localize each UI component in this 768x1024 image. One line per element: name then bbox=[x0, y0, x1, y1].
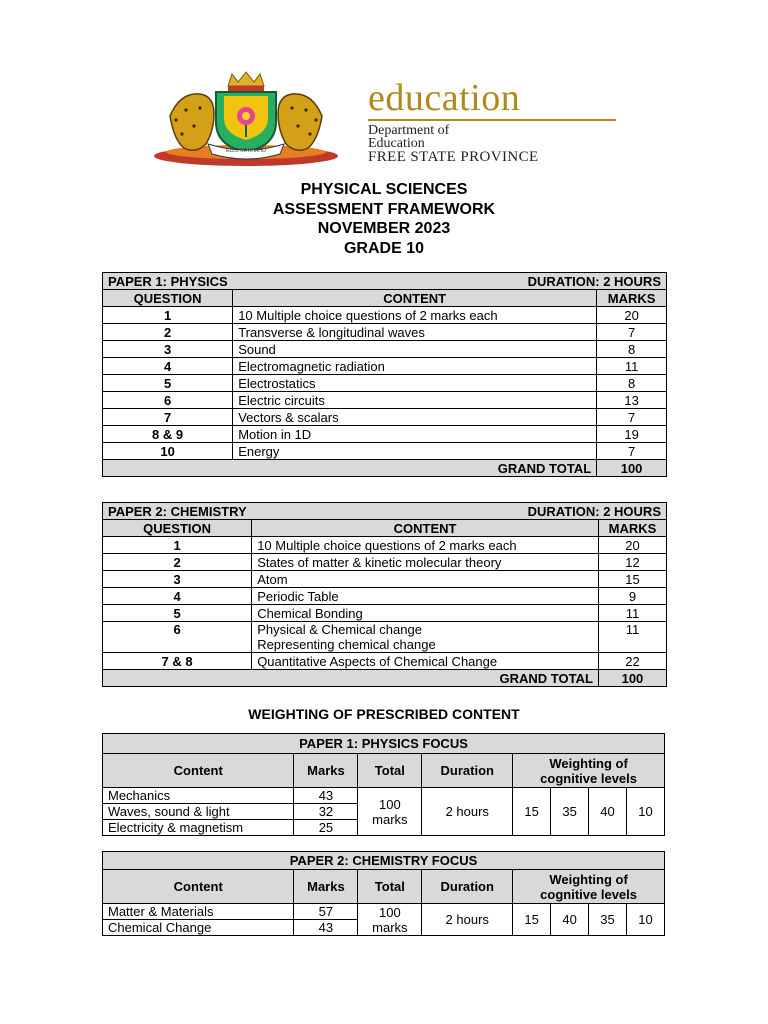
total-unit: marks bbox=[372, 919, 408, 935]
col-question: QUESTION bbox=[103, 290, 233, 307]
column-header-row bbox=[103, 290, 667, 307]
col-total: Total bbox=[358, 754, 422, 788]
content-cell bbox=[252, 622, 599, 653]
level-cell: 10 bbox=[626, 904, 664, 936]
content-text: 10 Multiple choice questions of 2 marks each bbox=[257, 537, 517, 553]
marks-cell: 8 bbox=[597, 375, 667, 392]
content-text: Periodic Table bbox=[257, 588, 339, 604]
table-row bbox=[103, 788, 665, 804]
col-weighting bbox=[513, 754, 665, 788]
marks-cell: 32 bbox=[294, 804, 358, 820]
paper-duration-cell bbox=[252, 503, 667, 520]
brand-sub-3: FREE STATE PROVINCE bbox=[368, 149, 539, 165]
grand-total-row bbox=[103, 670, 667, 687]
question-cell: 1 bbox=[103, 537, 252, 554]
content-cell: Chemical Change bbox=[103, 920, 294, 936]
grand-total-value: 100 bbox=[598, 670, 666, 687]
focus-title: PAPER 2: CHEMISTRY FOCUS bbox=[103, 852, 665, 870]
paper-duration: DURATION: 2 HOURS bbox=[527, 273, 661, 289]
content-text: Vectors & scalars bbox=[238, 409, 339, 425]
marks-cell: 43 bbox=[294, 788, 358, 804]
question-cell: 3 bbox=[103, 571, 252, 588]
paper1-table bbox=[102, 272, 667, 477]
content-cell bbox=[233, 409, 597, 426]
table-row bbox=[103, 904, 665, 920]
marks-cell: 8 bbox=[597, 341, 667, 358]
content-cell bbox=[233, 375, 597, 392]
content-text: Physical & Chemical change bbox=[257, 622, 422, 637]
weighting-title: WEIGHTING OF PRESCRIBED CONTENT bbox=[248, 706, 520, 722]
content-cell bbox=[233, 358, 597, 375]
question-cell: 8 & 9 bbox=[103, 426, 233, 443]
marks-cell: 7 bbox=[597, 324, 667, 341]
question-cell: 6 bbox=[103, 392, 233, 409]
content-cell: Matter & Materials bbox=[103, 904, 294, 920]
weighting-line-1: Weighting of bbox=[549, 755, 628, 771]
level-cell: 40 bbox=[589, 788, 627, 836]
marks-cell: 25 bbox=[294, 820, 358, 836]
content-cell bbox=[233, 324, 597, 341]
content-cell bbox=[252, 605, 599, 622]
table-row bbox=[103, 605, 667, 622]
total-value: 100 bbox=[378, 904, 401, 920]
content-cell bbox=[233, 426, 597, 443]
table-header-row bbox=[103, 273, 667, 290]
col-content: CONTENT bbox=[252, 520, 599, 537]
question-cell: 4 bbox=[103, 358, 233, 375]
content-text: Electromagnetic radiation bbox=[238, 358, 385, 374]
content-cell bbox=[233, 341, 597, 358]
focus-title: PAPER 1: PHYSICS FOCUS bbox=[103, 734, 665, 754]
paper-duration-cell bbox=[233, 273, 667, 290]
brand-sub-2: Education bbox=[368, 136, 425, 151]
content-text: Sound bbox=[238, 341, 276, 357]
paper2-table bbox=[102, 502, 667, 687]
col-question: QUESTION bbox=[103, 520, 252, 537]
paper-name: PAPER 2: CHEMISTRY bbox=[108, 503, 247, 519]
content-cell: Mechanics bbox=[103, 788, 294, 804]
title-line-2: ASSESSMENT FRAMEWORK bbox=[272, 200, 496, 218]
marks-cell: 11 bbox=[598, 605, 666, 622]
physics-focus-table bbox=[102, 733, 665, 836]
content-cell: Waves, sound & light bbox=[103, 804, 294, 820]
duration-cell: 2 hours bbox=[422, 788, 513, 836]
content-text: Energy bbox=[238, 443, 280, 459]
content-text: Electric circuits bbox=[238, 392, 325, 408]
table-row bbox=[103, 375, 667, 392]
level-cell: 15 bbox=[513, 788, 551, 836]
content-cell bbox=[252, 554, 599, 571]
content-text: Chemical Bonding bbox=[257, 605, 363, 621]
level-cell: 35 bbox=[589, 904, 627, 936]
paper-name-cell bbox=[103, 273, 233, 290]
question-cell: 2 bbox=[103, 324, 233, 341]
grand-total-value: 100 bbox=[597, 460, 667, 477]
brand-sub-1: Department of bbox=[368, 123, 450, 138]
total-value: 100 bbox=[379, 796, 401, 812]
title-line-1: PHYSICAL SCIENCES bbox=[300, 181, 468, 198]
focus-title-row bbox=[103, 734, 665, 754]
table-row bbox=[103, 588, 667, 605]
table-row bbox=[103, 426, 667, 443]
table-row bbox=[103, 622, 667, 653]
focus-header-row bbox=[103, 870, 665, 904]
content-cell: Electricity & magnetism bbox=[103, 820, 294, 836]
focus-header-row bbox=[103, 754, 665, 788]
marks-cell: 7 bbox=[597, 409, 667, 426]
question-cell: 7 bbox=[103, 409, 233, 426]
content-cell bbox=[233, 392, 597, 409]
marks-cell: 9 bbox=[598, 588, 666, 605]
col-marks: MARKS bbox=[598, 520, 666, 537]
table-header-row bbox=[103, 503, 667, 520]
crest-motto: ELLO KA KHAHO bbox=[226, 148, 266, 154]
question-cell: 5 bbox=[103, 375, 233, 392]
col-marks: MARKS bbox=[597, 290, 667, 307]
marks-cell: 19 bbox=[597, 426, 667, 443]
coat-of-arms-icon bbox=[150, 66, 342, 170]
table-row bbox=[103, 443, 667, 460]
focus-title-row bbox=[103, 852, 665, 870]
content-text: 10 Multiple choice questions of 2 marks each bbox=[238, 307, 498, 323]
question-cell: 4 bbox=[103, 588, 252, 605]
document-title bbox=[0, 180, 768, 258]
title-line-3: NOVEMBER 2023 bbox=[317, 220, 451, 237]
brand-divider bbox=[368, 119, 616, 121]
table-row bbox=[103, 537, 667, 554]
question-cell: 10 bbox=[103, 443, 233, 460]
table-row bbox=[103, 554, 667, 571]
content-text: Atom bbox=[257, 571, 288, 587]
table-row bbox=[103, 358, 667, 375]
col-duration: Duration bbox=[422, 754, 513, 788]
content-text: Motion in 1D bbox=[238, 426, 312, 442]
marks-cell: 7 bbox=[597, 443, 667, 460]
question-cell: 2 bbox=[103, 554, 252, 571]
brand-word: education bbox=[368, 77, 521, 119]
paper-duration: DURATION: 2 HOURS bbox=[527, 503, 661, 519]
level-cell: 40 bbox=[551, 904, 589, 936]
weighting-line-2: cognitive levels bbox=[540, 886, 637, 902]
marks-cell: 13 bbox=[597, 392, 667, 409]
marks-cell: 12 bbox=[598, 554, 666, 571]
grand-total-label: GRAND TOTAL bbox=[103, 460, 597, 477]
table-row bbox=[103, 392, 667, 409]
content-cell bbox=[252, 571, 599, 588]
question-cell: 1 bbox=[103, 307, 233, 324]
content-cell bbox=[252, 537, 599, 554]
paper-name-cell bbox=[103, 503, 252, 520]
title-line-4: GRADE 10 bbox=[343, 239, 425, 257]
level-cell: 15 bbox=[513, 904, 551, 936]
chemistry-focus-table bbox=[102, 851, 665, 936]
marks-cell: 43 bbox=[294, 920, 358, 936]
grand-total-label: GRAND TOTAL bbox=[103, 670, 599, 687]
weighting-line-2: cognitive levels bbox=[540, 770, 637, 786]
content-cell bbox=[233, 443, 597, 460]
marks-cell: 15 bbox=[598, 571, 666, 588]
table-row bbox=[103, 409, 667, 426]
col-duration: Duration bbox=[422, 870, 513, 904]
col-total: Total bbox=[358, 870, 422, 904]
grand-total-row bbox=[103, 460, 667, 477]
col-content: Content bbox=[103, 870, 294, 904]
marks-cell: 11 bbox=[598, 622, 666, 653]
question-cell: 6 bbox=[103, 622, 252, 653]
duration-cell: 2 hours bbox=[422, 904, 513, 936]
level-cell: 35 bbox=[551, 788, 589, 836]
total-unit: marks bbox=[372, 811, 408, 827]
marks-cell: 11 bbox=[597, 358, 667, 375]
marks-cell: 57 bbox=[294, 904, 358, 920]
content-cell bbox=[252, 653, 599, 670]
total-cell bbox=[358, 904, 422, 936]
marks-cell: 20 bbox=[597, 307, 667, 324]
question-cell: 5 bbox=[103, 605, 252, 622]
table-row bbox=[103, 324, 667, 341]
question-cell: 3 bbox=[103, 341, 233, 358]
table-row bbox=[103, 307, 667, 324]
table-row bbox=[103, 653, 667, 670]
content-text: Quantitative Aspects of Chemical Change bbox=[257, 653, 498, 669]
content-cell bbox=[233, 307, 597, 324]
table-row bbox=[103, 571, 667, 588]
col-weighting bbox=[513, 870, 665, 904]
content-text: States of matter & kinetic molecular theory bbox=[257, 554, 502, 570]
content-text: Transverse & longitudinal waves bbox=[238, 324, 425, 340]
col-content: Content bbox=[103, 754, 294, 788]
col-content: CONTENT bbox=[233, 290, 597, 307]
col-marks: Marks bbox=[294, 754, 358, 788]
column-header-row bbox=[103, 520, 667, 537]
marks-cell: 22 bbox=[598, 653, 666, 670]
brand-text bbox=[368, 78, 616, 165]
question-cell: 7 & 8 bbox=[103, 653, 252, 670]
content-text: Electrostatics bbox=[238, 375, 316, 391]
paper-name: PAPER 1: PHYSICS bbox=[108, 273, 228, 289]
department-logo bbox=[150, 66, 620, 170]
total-cell bbox=[358, 788, 422, 836]
marks-cell: 20 bbox=[598, 537, 666, 554]
table-row bbox=[103, 341, 667, 358]
content-text-2: Representing chemical change bbox=[257, 637, 436, 652]
col-marks: Marks bbox=[294, 870, 358, 904]
content-cell bbox=[252, 588, 599, 605]
weighting-line-1: Weighting of bbox=[549, 871, 628, 887]
level-cell: 10 bbox=[627, 788, 665, 836]
